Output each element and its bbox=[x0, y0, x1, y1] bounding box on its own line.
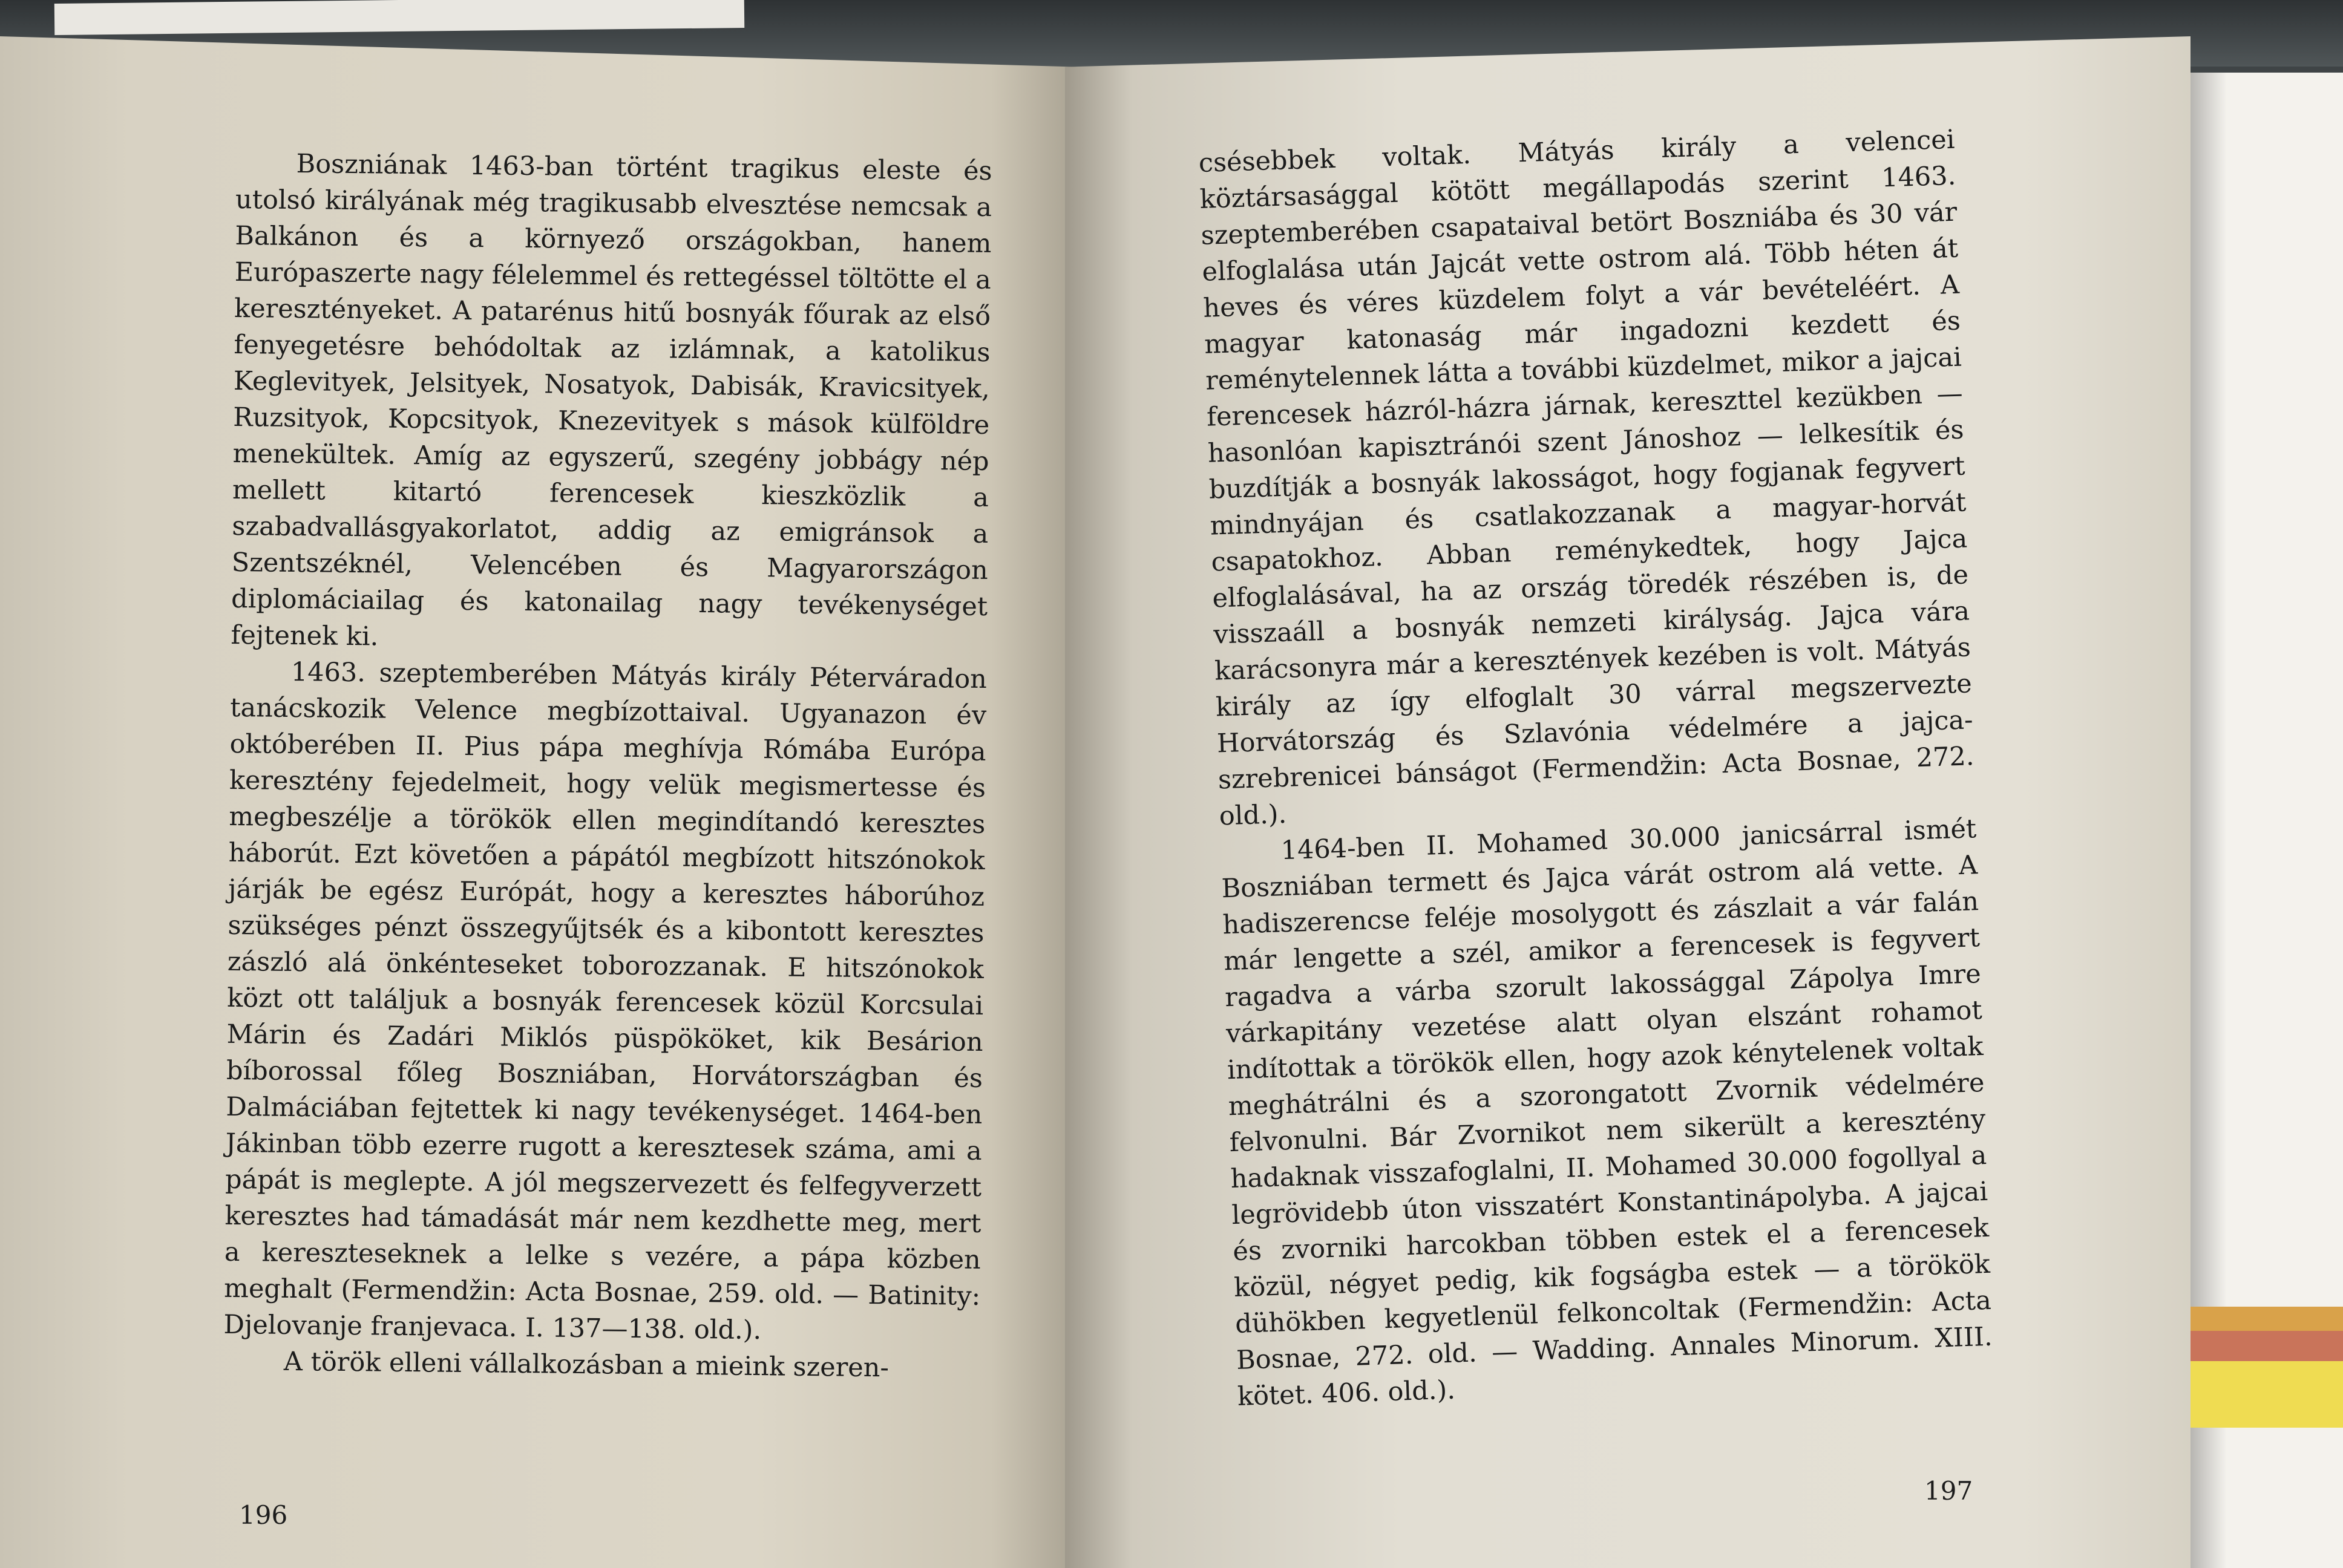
paragraph: 1463. szeptemberében Mátyás király Péterváradon tanácskozik Velence megbízottaival. Ugyanazon év októberében II. Pius pápa meghívja Rómába Európa keresztény fejedelmeit, hogy velük megismertesse és megbeszélje a törökök ellen megindítandó keresztes háborút. Ezt követően a pápától megbízott hitszónokok járják be egész Európát, hogy a keresztes háborúhoz szükséges pénzt összegyűjtsék és a kibontott keresztes zászló alá önkénteseket toborozzanak. E hitszónokok közt ott találjuk a bosnyák ferencesek közül Korcsulai Márin és Zadári Miklós püspököket, kik Besárion bíborossal főleg Boszniában, Horvátországban és Dalmáciában fejtettek ki nagy tevékenységet. 1464-ben Jákinban több ezerre rugott a keresztesek száma, ami a pápát is meglepte. A jól megszervezett és felfegyverzett keresztes had támadását már nem kezdhette meg, mert a kereszteseknek a lelke s vezére, a pápa közben meghalt (Fermendžin: Acta Bosnae, 259. old. — Batinity: Djelovanje franjevaca. I. 137—138. old.). bbox=[223, 657, 988, 1346]
paragraph: Boszniának 1463-ban történt tragikus eleste és utolsó királyának még tragikusabb elvesztése nemcsak a Balkánon és a környező országokban, hanem Európaszerte nagy félelemmel és rettegéssel töltötte el a keresztényeket. A patarénus hitű bosnyák főurak az első fenyegetésre behódoltak az izlámnak, a katolikus Keglevityek, Jelsityek, Nosatyok, Dabisák, Kravicsityek, Ruzsityok, Kopcsityok, Knezevityek s mások külföldre menekültek. Amíg az egyszerű, szegény jobbágy nép mellett kitartó ferencesek kieszközlik a szabadvallásgyakorlatot, addig az emigránsok a Szentszéknél, Velencében és Magyarországon diplomáciailag és katonailag nagy tevékenységet fejtenek ki. bbox=[231, 149, 992, 652]
paragraph: csésebbek voltak. Mátyás király a velencei köztársasággal kötött megállapodás szerint 1463. szeptemberében csapataival betört Boszniába és 30 vár elfoglalása után Jajcát vette ostrom alá. Több héten át heves és véres küzdelem folyt a vár bevételéért. A magyar katonaság már ingadozni kezdett és reménytelennek látta a további küzdelmet, mikor a jajcai ferencesek házról-házra járnak, kereszttel kezükben — hasonlóan kapisztránói szent Jánoshoz — lelkesítik és buzdítják a bosnyák lakosságot, hogy fogjanak fegyvert mindnyájan és csatlakozzanak a magyar-horvát csapatokhoz. Abban reménykedtek, hogy Jajca elfoglalásával, ha az ország töredék részében is, de visszaáll a bosnyák nemzeti királyság. Jajca vára karácsonyra már a keresztények kezében is volt. Mátyás király az így elfoglalt 30 várral megszervezte Horvátország és Szlavónia védelmére a jajca-szrebrenicei bánságot (Fermendžin: Acta Bosnae, 272. old.). bbox=[1198, 124, 1975, 832]
page-number-right: 197 bbox=[1924, 1476, 1973, 1506]
page-number-left: 196 bbox=[239, 1500, 288, 1530]
adjacent-book bbox=[2191, 73, 2343, 1568]
book-stripe-yellow bbox=[2191, 1361, 2343, 1428]
book-stripe-orange bbox=[2191, 1307, 2343, 1331]
left-page-text bbox=[223, 145, 992, 1387]
book-stripe-red bbox=[2191, 1331, 2343, 1361]
paragraph: 1464-ben II. Mohamed 30.000 janicsárral ismét Boszniában termett és Jajca várát ostrom alá vette. A hadiszerencse feléje mosolygott és zászlait a vár falán már lengette a szél, amikor a ferencesek is fegyvert ragadva a várba szorult lakossággal Zápolya Imre várkapitány vezetése alatt olyan elszánt rohamot indítottak a törökök ellen, hogy azok kénytelenek voltak meghátrálni és a szorongatott Zvornik védelmére felvonulni. Bár Zvornikot nem sikerült a keresztény hadaknak visszafoglalni, II. Mohamed 30.000 fogollyal a legrövidebb úton visszatért Konstantinápolyba. A jajcai és zvorniki harcokban többen estek el a ferencesek közül, négyet pedig, kik fogságba estek — a törökök dühökben kegyetlenül felkoncoltak (Fermendžin: Acta Bosnae, 272. old. — Wadding. Annales Minorum. XIII. kötet. 406. old.). bbox=[1221, 814, 1993, 1412]
paragraph: A török elleni vállalkozásban a mieink szeren- bbox=[283, 1346, 890, 1383]
right-page-text bbox=[1198, 122, 1994, 1415]
